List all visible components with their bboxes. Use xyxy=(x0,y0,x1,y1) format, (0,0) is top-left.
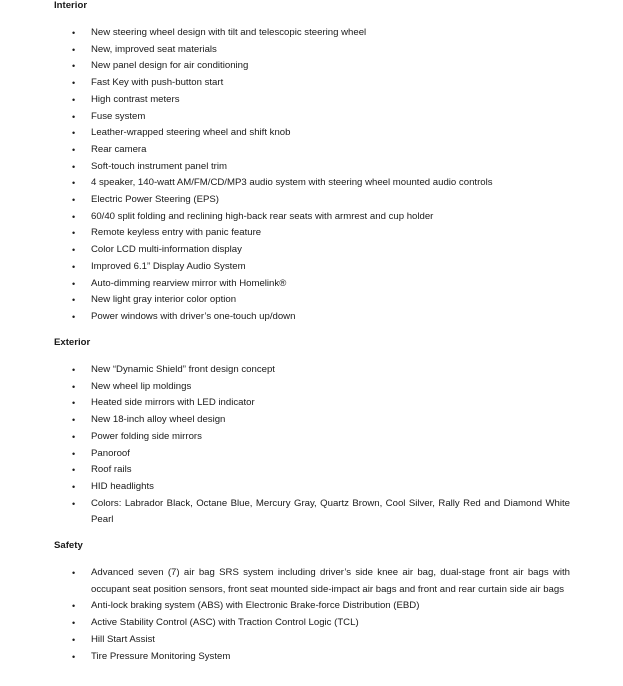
bullet-icon: • xyxy=(72,498,76,509)
list-item: • Advanced seven (7) air bag SRS system including driver’s side knee air bag, dual-stage front air bags with occupant seat position sensors, front seat mounted side-impact air bags and front and rear curtain side air bags xyxy=(72,567,570,595)
list-item: • Fuse system xyxy=(0,109,570,126)
list-item: • High contrast meters xyxy=(0,92,570,109)
list-item: • Remote keyless entry with panic feature xyxy=(0,225,570,242)
item-list xyxy=(0,25,623,326)
list-item: • Hill Start Assist xyxy=(0,632,570,649)
bullet-icon: • xyxy=(72,144,76,155)
bullet-icon: • xyxy=(72,381,76,392)
bullet-icon: • xyxy=(72,94,76,105)
item-list xyxy=(0,362,623,529)
list-item: • Electric Power Steering (EPS) xyxy=(0,192,570,209)
list-item: • Tire Pressure Monitoring System xyxy=(0,649,570,666)
bullet-icon: • xyxy=(72,111,76,122)
list-item: • Auto-dimming rearview mirror with Homelink® xyxy=(0,276,570,293)
list-item: • Power windows with driver’s one-touch up/down xyxy=(0,309,570,326)
list-item: • New panel design for air conditioning xyxy=(0,58,570,75)
list-item: • Soft-touch instrument panel trim xyxy=(0,159,570,176)
list-item: • 60/40 split folding and reclining high-back rear seats with armrest and cup holder xyxy=(0,209,570,226)
bullet-icon: • xyxy=(72,295,76,306)
list-item: • New steering wheel design with tilt and telescopic steering wheel xyxy=(0,25,570,42)
list-item: • Improved 6.1” Display Audio System xyxy=(0,259,570,276)
bullet-icon: • xyxy=(72,61,76,72)
bullet-icon: • xyxy=(72,211,76,222)
list-item: • New wheel lip moldings xyxy=(0,379,570,396)
list-item: • HID headlights xyxy=(0,479,570,496)
list-item: • Color LCD multi-information display xyxy=(0,242,570,259)
list-item: • Anti-lock braking system (ABS) with Electronic Brake-force Distribution (EBD) xyxy=(0,598,570,615)
bullet-icon: • xyxy=(72,311,76,322)
bullet-icon: • xyxy=(72,601,76,612)
list-item: • 4 speaker, 140-watt AM/FM/CD/MP3 audio system with steering wheel mounted audio controls xyxy=(0,175,570,192)
list-item: • Panoroof xyxy=(0,446,570,463)
bullet-icon: • xyxy=(72,634,76,645)
item-list xyxy=(0,565,623,665)
bullet-icon: • xyxy=(72,568,76,578)
bullet-icon: • xyxy=(72,78,76,89)
list-item: • Fast Key with push-button start xyxy=(0,75,570,92)
list-item: • Active Stability Control (ASC) with Traction Control Logic (TCL) xyxy=(0,615,570,632)
bullet-icon: • xyxy=(72,44,76,55)
list-item: • Colors: Labrador Black, Octane Blue, Mercury Gray, Quartz Brown, Cool Silver, Rally Red and Diamond White Pearl xyxy=(72,497,570,526)
bullet-icon: • xyxy=(72,651,76,662)
bullet-icon: • xyxy=(72,28,76,38)
bullet-icon: • xyxy=(72,398,76,409)
list-item: • New, improved seat materials xyxy=(0,42,570,59)
bullet-icon: • xyxy=(72,481,76,492)
bullet-icon: • xyxy=(72,195,76,206)
section-heading: Safety xyxy=(54,540,83,551)
bullet-icon: • xyxy=(72,178,76,189)
list-item: • Power folding side mirrors xyxy=(0,429,570,446)
bullet-icon: • xyxy=(72,431,76,442)
list-item: • Heated side mirrors with LED indicator xyxy=(0,395,570,412)
section-heading: Exterior xyxy=(54,337,91,348)
list-item: • New light gray interior color option xyxy=(0,292,570,309)
bullet-icon: • xyxy=(72,128,76,139)
bullet-icon: • xyxy=(72,465,76,476)
bullet-icon: • xyxy=(72,365,76,375)
bullet-icon: • xyxy=(72,278,76,289)
bullet-icon: • xyxy=(72,228,76,239)
bullet-icon: • xyxy=(72,245,76,256)
bullet-icon: • xyxy=(72,618,76,629)
list-item: • Rear camera xyxy=(0,142,570,159)
list-item: • New “Dynamic Shield” front design concept xyxy=(0,362,570,379)
section-heading: Interior xyxy=(54,0,88,11)
bullet-icon: • xyxy=(72,161,76,172)
bullet-icon: • xyxy=(72,415,76,426)
bullet-icon: • xyxy=(72,261,76,272)
list-item: • New 18-inch alloy wheel design xyxy=(0,412,570,429)
list-item: • Leather-wrapped steering wheel and shift knob xyxy=(0,125,570,142)
list-item: • Roof rails xyxy=(0,462,570,479)
bullet-icon: • xyxy=(72,448,76,459)
